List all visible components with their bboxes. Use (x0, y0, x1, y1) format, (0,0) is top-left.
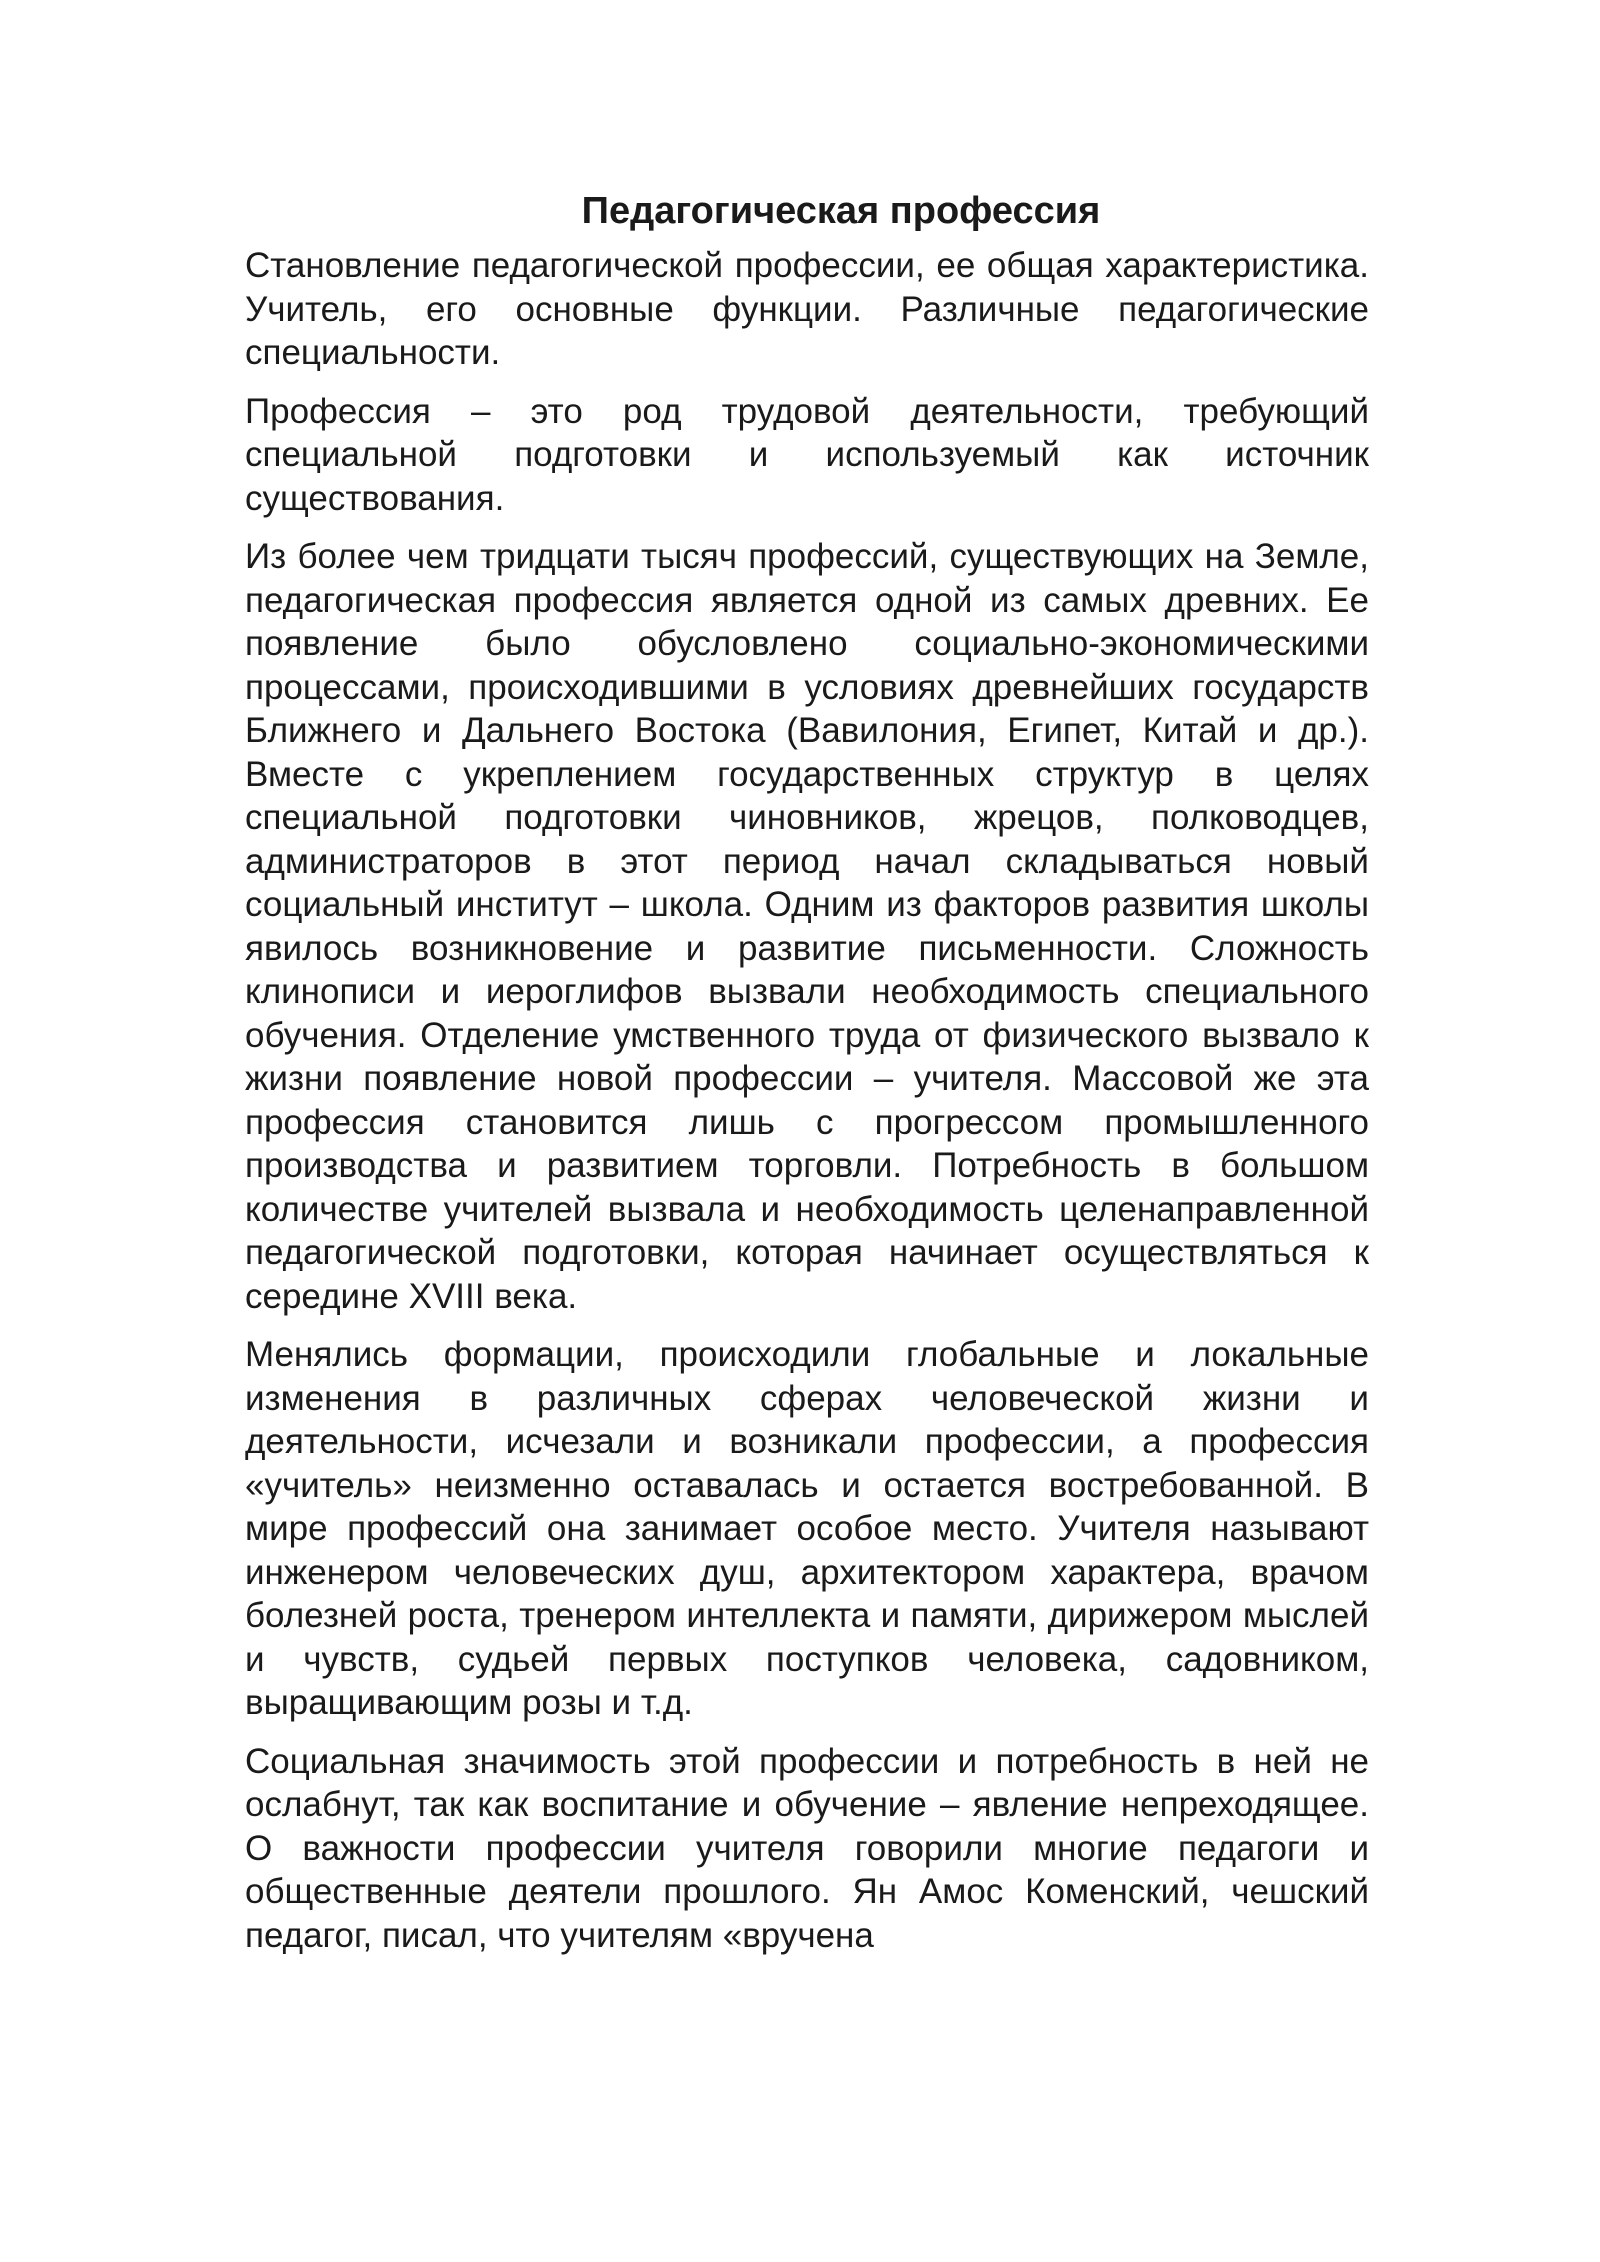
paragraph-changes: Менялись формации, происходили глобальные и локальные изменения в различных сферах человеческой жизни и деятельности, исчезали и возникали профессии, а профессия «учитель» неизменно оставалась и остается востребованной. В мире профессий она занимает особое место. Учителя называют инженером человеческих душ, архитектором характера, врачом болезней роста, тренером интеллекта и памяти, дирижером мыслей и чувств, судьей первых поступков человека, садовником, выращивающим розы и т.д. (245, 1335, 1369, 1722)
paragraph-history: Из более чем тридцати тысяч профессий, существующих на Земле, педагогическая профессия является одной из самых древних. Ее появление было обусловлено социально-экономическими процессами, происходившими в условиях древнейших государств Ближнего и Дальнего Востока (Вавилония, Египет, Китай и др.). Вместе с укреплением государственных структур в целях специальной подготовки чиновников, жрецов, полководцев, администраторов в этот период начал складываться новый социальный институт – школа. Одним из факторов развития школы явилось возникновение и развитие письменности. Сложность клинописи и иероглифов вызвали необходимость специального обучения. Отделение умственного труда от физического вызвало к жизни появление новой профессии – учителя. Массовой же эта профессия становится лишь с прогрессом промышленного производства и развитием торговли. Потребность в большом количестве учителей вызвала и необходимость целенаправленной педагогической подготовки, которая начинает осуществляться к середине XVIII века. (245, 537, 1369, 1316)
paragraph-definition: Профессия – это род трудовой деятельности, требующий специальной подготовки и используемый как источник существования. (245, 391, 1369, 518)
document-title: Педагогическая профессия (581, 190, 1101, 232)
paragraph-significance: Социальная значимость этой профессии и потребность в ней не ослабнут, так как воспитание и обучение – явление непреходящее. О важности профессии учителя говорили многие педагоги и общественные деятели прошлого. Ян Амос Коменский, чешский педагог, писал, что учителям «вручена (245, 1741, 1369, 1955)
document-body (245, 188, 1369, 1972)
paragraph-intro: Становление педагогической профессии, ее общая характеристика. Учитель, его основные функции. Различные педагогические специальности. (245, 246, 1369, 372)
